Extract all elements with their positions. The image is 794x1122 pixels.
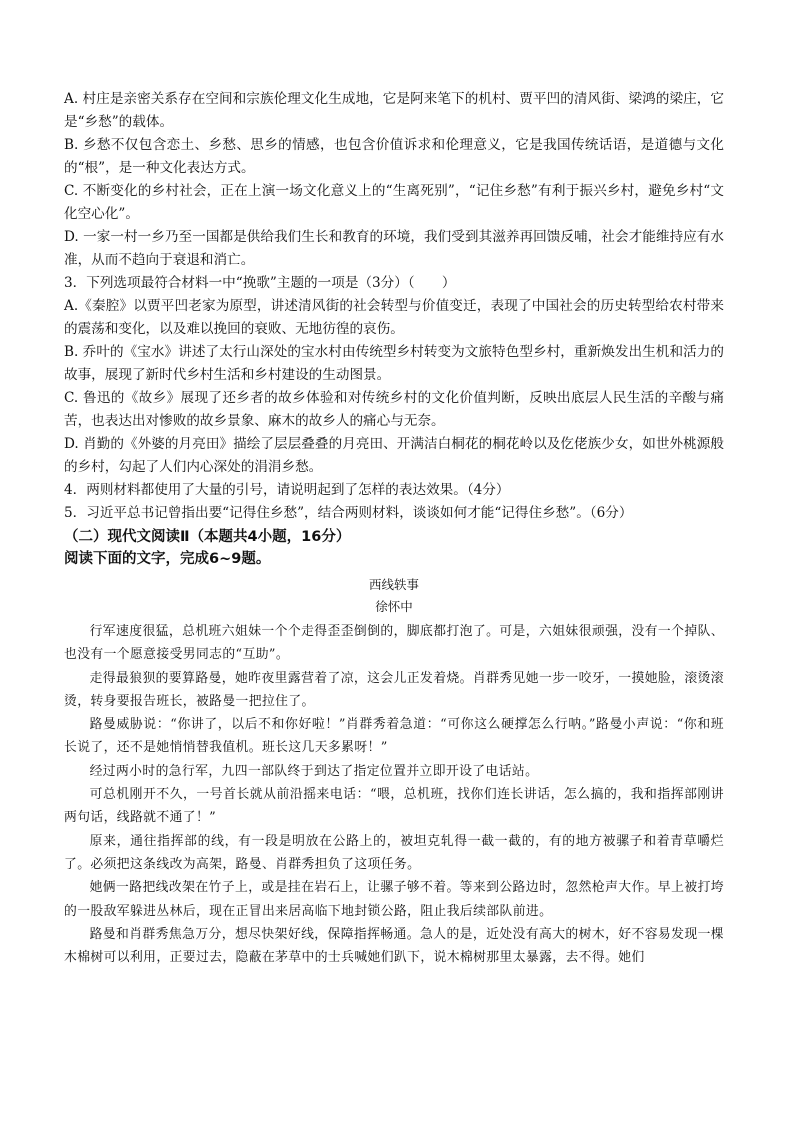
story-paragraph: 她俩一路把线改架在竹子上，或是挂在岩石上，让骡子够不着。等来到公路边时，忽然枪声大作。早上被打垮的一股敌军躲进丛林后，现在正冒出来居高临下地封锁公路，阻止我后续部队前进。 (64, 880, 724, 919)
option-d-environment: D. 一家一村一乡乃至一国都是供给我们生长和教育的环境，我们受到其滋养再回馈反哺，社会才能维持应有水准，从而不趋向于衰退和消亡。 (64, 229, 724, 268)
story-paragraph: 经过两小时的急行军，九四一部队终于到达了指定位置并立即开设了电话站。 (89, 763, 539, 779)
question-3-option-a: A.《秦腔》以贾平凹老家为原型，讲述清风街的社会转型与价值变迁，表现了中国社会的历史转型给农村带来的震荡和变化，以及难以挽回的衰败、无地彷徨的哀伤。 (64, 298, 724, 337)
story-body (64, 620, 724, 969)
option-b-nostalgia: B. 乡愁不仅包含恋土、乡愁、思乡的情感，也包含价值诉求和伦理意义，它是我国传统话语，是道德与文化的“根”，是一种文化表达方式。 (64, 137, 724, 176)
story-paragraph: 原来，通往指挥部的线，有一段是明放在公路上的，被坦克轧得一截一截的，有的地方被骡子和着青草嚼烂了。必须把这条线改为高架，路曼、肖群秀担负了这项任务。 (64, 833, 724, 872)
section-instruction: 阅读下面的文字，完成6~9题。 (64, 551, 271, 567)
question-3-option-c: C. 鲁迅的《故乡》展现了还乡者的故乡体验和对传统乡村的文化价值判断，反映出底层人民生活的辛酸与痛苦，也表达出对惨败的故乡景象、麻木的故乡人的痛心与无奈。 (64, 390, 724, 429)
story-paragraph: 路曼和肖群秀焦急万分，想尽快架好线，保障指挥畅通。急人的是，近处没有高大的树木，好不容易发现一棵木棉树可以利用，正要过去，隐蔽在茅草中的士兵喊她们趴下，说木棉树那里太暴露，去不得。她们 (64, 926, 724, 966)
story-paragraph: 行军速度很猛，总机班六姐妹一个个走得歪歪倒倒的，脚底都打泡了。可是，六姐妹很顽强，没有一个掉队、也没有一个愿意接受男同志的“互助”。 (64, 624, 724, 663)
question-3-option-d: D. 肖勤的《外婆的月亮田》描绘了层层叠叠的月亮田、开满洁白桐花的桐花岭以及仡佬族少女，如世外桃源般的乡村，勾起了人们内心深处的涓涓乡愁。 (64, 436, 724, 475)
option-c-rural-society: C. 不断变化的乡村社会，正在上演一场文化意义上的“生离死别”，“记住乡愁”有利于振兴乡村，避免乡村“文化空心化”。 (64, 183, 724, 222)
question-3-stem: 3．下列选项最符合材料一中“挽歌”主题的一项是（3分）（ ） (64, 275, 456, 291)
story-paragraph: 路曼威胁说：“你讲了，以后不和你好啦！”肖群秀着急道：“可你这么硬撑怎么行呐。”路曼小声说：“你和班长说了，还不是她悄悄替我值机。班长这几天多累呀！” (64, 717, 724, 756)
reading-questions-block (64, 88, 724, 525)
option-a-village: A. 村庄是亲密关系存在空间和宗族伦理文化生成地，它是阿来笔下的机村、贾平凹的清风街、梁鸿的梁庄，它是“乡愁”的载体。 (64, 91, 724, 130)
story-title: 西线轶事 (368, 577, 419, 592)
story-paragraph: 走得最狼狈的要算路曼，她昨夜里露营着了凉，这会儿正发着烧。肖群秀见她一步一咬牙，一摸她脸，滚烫滚烫，转身要报告班长，被路曼一把拉住了。 (64, 670, 724, 709)
story-author: 徐怀中 (375, 599, 413, 614)
question-4: 4．两则材料都使用了大量的引号，请说明起到了怎样的表达效果。（4分） (64, 482, 510, 498)
question-5: 5．习近平总书记曾指出要“记得住乡愁”，结合两则材料，谈谈如何才能“记得住乡愁”。（6分） (64, 505, 633, 521)
question-3-option-b: B. 乔叶的《宝水》讲述了太行山深处的宝水村由传统型乡村转变为文旅特色型乡村，重新焕发出生机和活力的故事，展现了新时代乡村生活和乡村建设的生动图景。 (64, 344, 724, 383)
section-heading: （二）现代文阅读Ⅱ（本题共4小题，16分） (64, 529, 351, 545)
story-paragraph: 可总机刚开不久，一号首长就从前沿摇来电话：“喂，总机班，找你们连长讲话，怎么搞的，我和指挥部刚讲两句话，线路就不通了！” (64, 787, 724, 826)
